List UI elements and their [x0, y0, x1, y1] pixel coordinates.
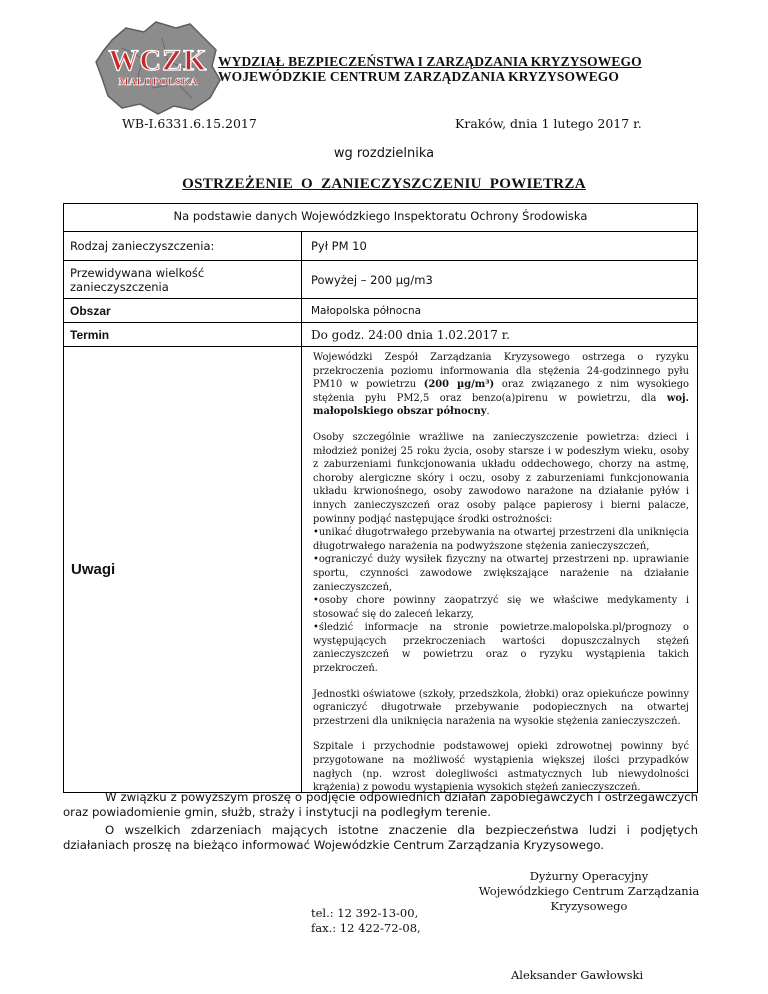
wczk-logo: [92, 18, 222, 116]
row-label: Przewidywana wielkość zanieczyszczenia: [64, 261, 302, 298]
precaution-item: •ograniczyć duży wysiłek fizyczny na otwartej przestrzeni np. uprawianie sportu, czynności zawodowe zwiększające narażenie na działanie zanieczyszczeń,: [313, 554, 689, 593]
precaution-item: •osoby chore powinny zaopatrzyć się we właściwe medykamenty i stosować się do zaleceń lekarzy,: [313, 595, 689, 620]
remarks-paragraph: Szpitale i przychodnie podstawowej opieki zdrowotnej powinny być przygotowane na możliwość wystąpienia większej ilości przypadków nagłych (np. wzrost dolegliwości astmatycznych lub niewydolności krążenia) z powodu wystąpienia wysokich stężeń zanieczyszczeń.: [313, 741, 689, 794]
document-title: OSTRZEŻENIE O ZANIECZYSZCZENIU POWIETRZA: [182, 176, 586, 192]
remarks-paragraph: Jednostki oświatowe (szkoły, przedszkola, żłobki) oraz opiekuńcze powinny ograniczyć długotrwałe przebywanie podopiecznych na otwartej przestrzeni dla uniknięcia narażenia na wysokie stężenia zanieczyszczeń.: [313, 688, 689, 727]
table-row: [64, 231, 697, 260]
warning-table: [63, 203, 698, 793]
remarks-label: Uwagi: [71, 561, 116, 578]
row-label: Rodzaj zanieczyszczenia:: [64, 232, 302, 260]
remarks-content: [302, 347, 697, 792]
row-label: Obszar: [64, 299, 302, 322]
duty-officer-block: Dyżurny Operacyjny Wojewódzkiego Centrum Zarządzania Kryzysowego: [478, 869, 700, 913]
reference-number: WB-I.6331.6.15.2017: [122, 116, 257, 131]
closing-paragraph: W związku z powyższym proszę o podjęcie odpowiednich działań zapobiegawczych i ostrzegawczych oraz powiadomienie gmin, służb, straży i instytucji na podległym terenie.: [63, 790, 698, 819]
table-row: [64, 260, 697, 298]
table-source-row: [64, 204, 697, 231]
remarks-row: [64, 346, 697, 792]
distribution-note: wg rozdzielnika: [333, 146, 435, 161]
precaution-item: •śledzić informacje na stronie powietrze.malopolska.pl/prognozy o występujących przekroczeniach wartości dopuszczalnych stężeń zanieczyszczeń w powietrzu oraz o ryzyku wystąpienia takich przekroczeń.: [313, 622, 689, 675]
center-name: WOJEWÓDZKIE CENTRUM ZARZĄDZANIA KRYZYSOWEGO: [218, 69, 620, 84]
fax-number: fax.: 12 422-72-08,: [311, 921, 421, 935]
department-name: WYDZIAŁ BEZPIECZEŃSTWA I ZARZĄDZANIA KRYZYSOWEGO: [218, 54, 642, 69]
remarks-paragraph: Wojewódzki Zespół Zarządzania Kryzysowego ostrzega o ryzyku przekroczenia poziomu informowania dla stężenia 24-godzinnego pyłu PM10 w powietrzu (200 µg/m³) oraz związanego z nim wysokiego stężenia pyłu PM2,5 oraz benzo(a)pirenu w powietrzu, dla woj. małopolskiego obszar północny.: [313, 352, 689, 418]
logo-subtitle: MAŁOPOLSKA: [118, 76, 198, 88]
row-value: Powyżej – 200 µg/m3: [311, 272, 433, 287]
row-value: Pył PM 10: [311, 239, 367, 253]
place-date: Kraków, dnia 1 lutego 2017 r.: [455, 116, 642, 131]
table-row: [64, 322, 697, 346]
precaution-item: •unikać długotrwałego przebywania na otwartej przestrzeni dla uniknięcia długotrwałego narażenia na podwyższone stężenia zanieczyszczeń,: [313, 527, 689, 552]
closing-paragraph: O wszelkich zdarzeniach mających istotne znaczenie dla bezpieczeństwa ludzi i podjętych działaniach proszę na bieżąco informować Wojewódzkie Centrum Zarządzania Kryzysowego.: [63, 823, 698, 852]
row-value: Małopolska północna: [311, 304, 422, 317]
row-value: Do godz. 24:00 dnia 1.02.2017 r.: [311, 327, 510, 342]
row-label: Termin: [64, 323, 302, 346]
logo-title: WCZK: [108, 44, 208, 77]
table-row: [64, 298, 697, 322]
remarks-label-cell: [64, 347, 302, 792]
phone-number: tel.: 12 392-13-00,: [311, 906, 419, 920]
remarks-paragraph: Osoby szczególnie wrażliwe na zanieczyszczenie powietrza: dzieci i młodzież poniżej 25 roku życia, osoby starsze i w podeszłym wieku, osoby z zaburzeniami funkcjonowania układu oddechowego, chorzy na astmę, choroby alergiczne skóry i oczu, osoby z zaburzeniami funkcjonowania układu krwionośnego, osoby zawodowo narażone na działanie pyłów i innych zanieczyszczeń oraz osoby palące papierosy i bierni palacze, powinny podjąć następujące środki ostrożności: •unikać długotrwałego przebywania na otwartej przestrzeni dla uniknięcia długotrwałego narażenia na podwyższone stężenia zanieczyszczeń, •ograniczyć duży wysiłek fizyczny na otwartej przestrzeni np. uprawianie sportu, czynności zawodowe zwiększające narażenie na działanie zanieczyszczeń, •osoby chore powinny zaopatrzyć się we właściwe medykamenty i stosować się do zaleceń lekarzy, •śledzić informacje na stronie powietrze.malopolska.pl/prognozy o występujących przekroczeniach wartości dopuszczalnych stężeń zanieczyszczeń w powietrzu oraz o ryzyku wystąpienia takich przekroczeń.: [313, 431, 689, 675]
data-source: Na podstawie danych Wojewódzkiego Inspektoratu Ochrony Środowiska: [173, 209, 588, 223]
signer-name: Aleksander Gawłowski: [511, 968, 644, 982]
contact-block: [311, 906, 421, 936]
